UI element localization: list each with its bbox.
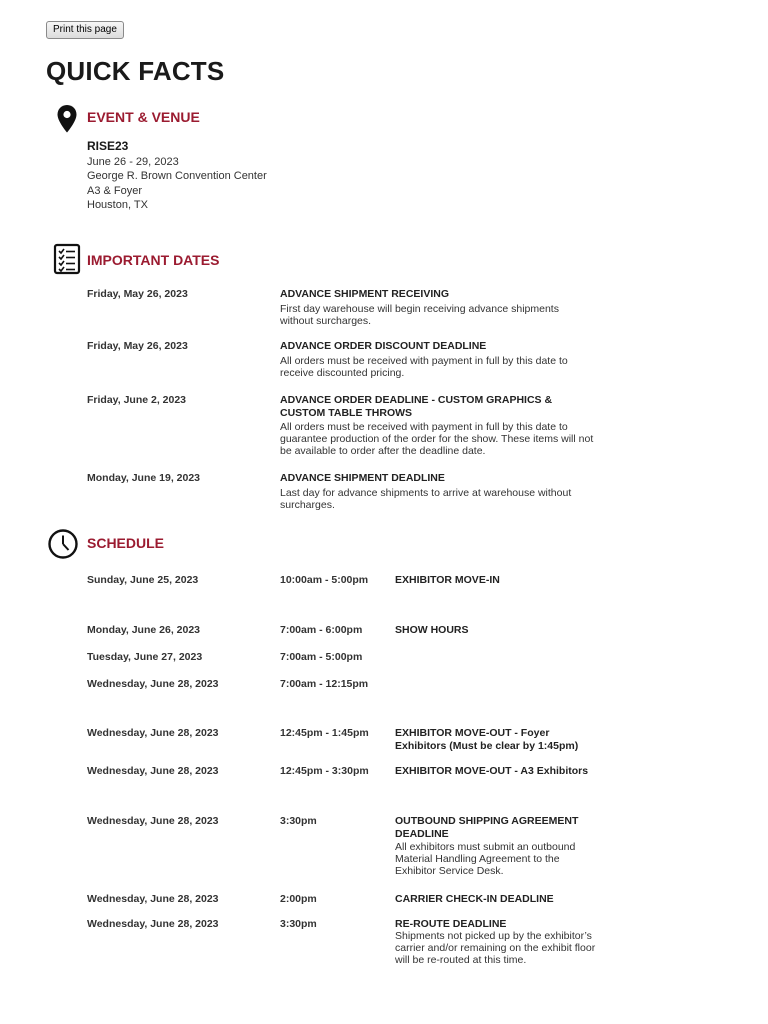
- schedule-date: Sunday, June 25, 2023: [87, 574, 199, 586]
- schedule-time: 7:00am - 6:00pm: [280, 624, 363, 636]
- schedule-date: Wednesday, June 28, 2023: [87, 918, 219, 930]
- schedule-event: EXHIBITOR MOVE-IN: [395, 574, 500, 586]
- schedule-event: CARRIER CHECK-IN DEADLINE: [395, 893, 554, 905]
- schedule-time: 2:00pm: [280, 893, 317, 905]
- schedule-date: Wednesday, June 28, 2023: [87, 815, 219, 827]
- date-label: Friday, May 26, 2023: [87, 340, 188, 352]
- venue-hall: A3 & Foyer: [87, 184, 143, 197]
- schedule-date: Wednesday, June 28, 2023: [87, 727, 219, 739]
- date-label: Monday, June 19, 2023: [87, 472, 201, 484]
- schedule-date: Monday, June 26, 2023: [87, 624, 201, 636]
- print-page-button[interactable]: Print this page: [46, 21, 124, 39]
- schedule-date: Wednesday, June 28, 2023: [87, 765, 219, 777]
- map-pin-icon: [56, 104, 78, 134]
- venue-city: Houston, TX: [87, 199, 148, 212]
- important-dates-heading: IMPORTANT DATES: [87, 252, 220, 268]
- checklist-icon: [53, 243, 81, 275]
- schedule-time: 3:30pm: [280, 918, 317, 930]
- schedule-time: 7:00am - 12:15pm: [280, 678, 369, 690]
- schedule-event-description: Shipments not picked up by the exhibitor’s carrier and/or remaining on the exhibit floor will be re-routed at this time.: [395, 930, 596, 966]
- schedule-event: EXHIBITOR MOVE-OUT - Foyer Exhibitors (Must be clear by 1:45pm): [395, 727, 579, 752]
- schedule-time: 7:00am - 5:00pm: [280, 651, 363, 663]
- schedule-time: 12:45pm - 3:30pm: [280, 765, 369, 777]
- schedule-heading: SCHEDULE: [87, 535, 165, 551]
- venue-name: George R. Brown Convention Center: [87, 170, 267, 183]
- schedule-event: RE-ROUTE DEADLINE: [395, 918, 507, 930]
- event-name: RISE23: [87, 139, 129, 153]
- date-title: ADVANCE SHIPMENT DEADLINE: [280, 472, 445, 484]
- schedule-time: 12:45pm - 1:45pm: [280, 727, 369, 739]
- date-label: Friday, May 26, 2023: [87, 288, 188, 300]
- date-title: ADVANCE ORDER DISCOUNT DEADLINE: [280, 340, 487, 352]
- date-description: Last day for advance shipments to arrive at warehouse without surcharges.: [280, 487, 572, 511]
- schedule-event: SHOW HOURS: [395, 624, 469, 636]
- page-title: QUICK FACTS: [46, 56, 225, 86]
- schedule-date: Wednesday, June 28, 2023: [87, 678, 219, 690]
- schedule-time: 10:00am - 5:00pm: [280, 574, 369, 586]
- date-description: All orders must be received with payment in full by this date to guarantee production of the order for the show. These items will not be available to order after the deadline date.: [280, 421, 594, 457]
- schedule-date: Tuesday, June 27, 2023: [87, 651, 203, 663]
- date-title: ADVANCE SHIPMENT RECEIVING: [280, 288, 449, 300]
- clock-icon: [47, 528, 79, 560]
- schedule-date: Wednesday, June 28, 2023: [87, 893, 219, 905]
- schedule-event: OUTBOUND SHIPPING AGREEMENT DEADLINE: [395, 815, 579, 840]
- schedule-time: 3:30pm: [280, 815, 317, 827]
- schedule-event-description: All exhibitors must submit an outbound Material Handling Agreement to the Exhibitor Service Desk.: [395, 841, 576, 877]
- event-venue-heading: EVENT & VENUE: [87, 109, 200, 125]
- event-dates: June 26 - 29, 2023: [87, 155, 179, 168]
- venue-info: [87, 139, 267, 213]
- date-description: All orders must be received with payment in full by this date to receive discounted pricing.: [280, 355, 568, 379]
- date-label: Friday, June 2, 2023: [87, 394, 187, 406]
- schedule-event: EXHIBITOR MOVE-OUT - A3 Exhibitors: [395, 765, 589, 777]
- date-description: First day warehouse will begin receiving advance shipments without surcharges.: [280, 303, 559, 327]
- date-title: ADVANCE ORDER DEADLINE - CUSTOM GRAPHICS & CUSTOM TABLE THROWS: [280, 394, 553, 419]
